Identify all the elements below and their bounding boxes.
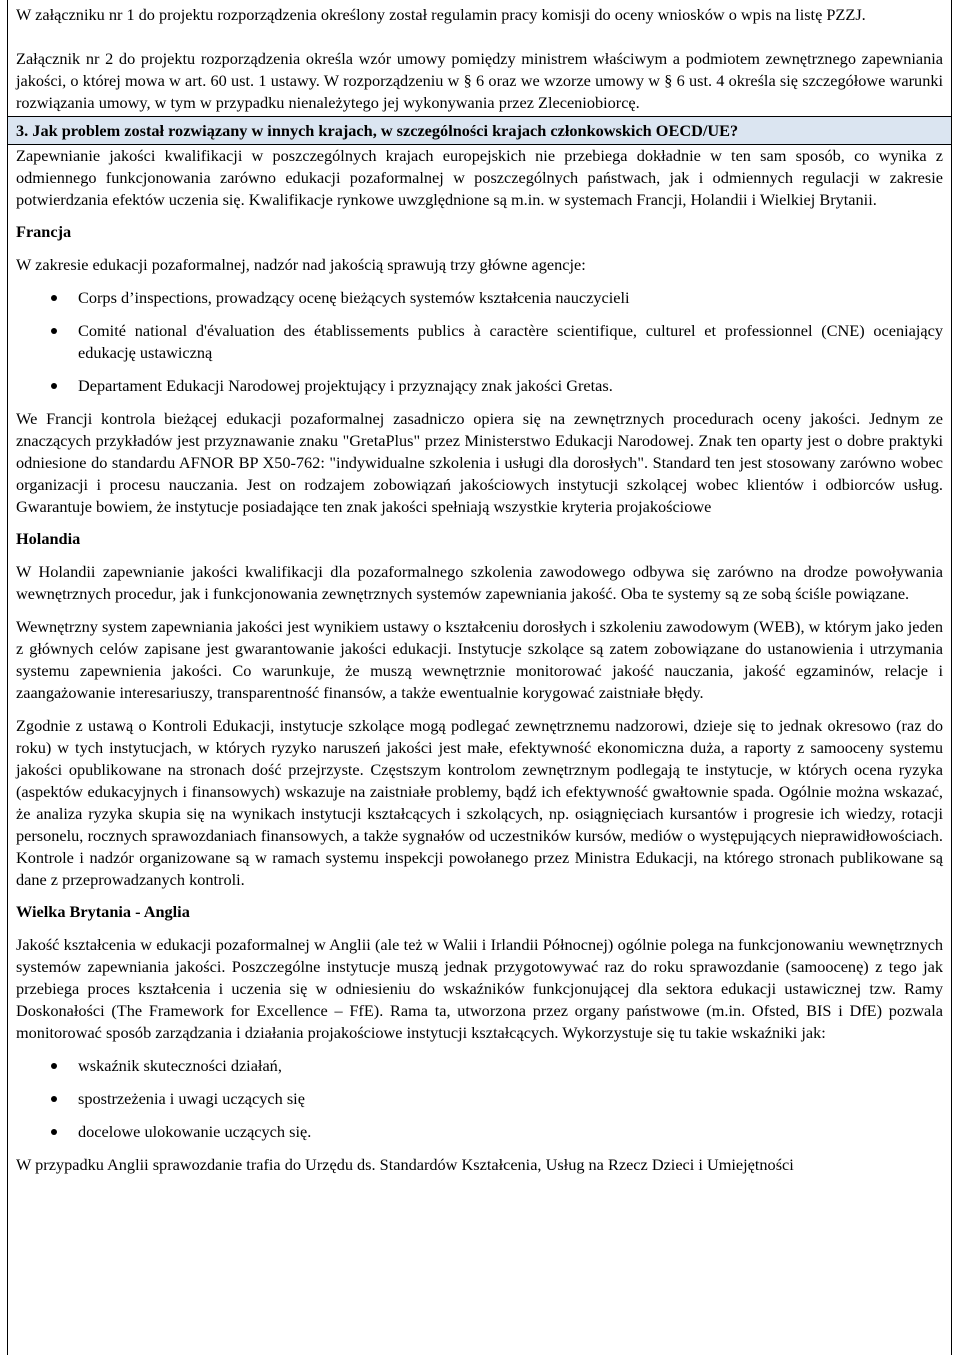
bullet-icon (51, 328, 57, 334)
france-intro: W zakresie edukacji pozaformalnej, nadzór nad jakością sprawują trzy główne agencje: (16, 255, 586, 274)
intro-paragraph-2: Załącznik nr 2 do projektu rozporządzenia określa wzór umowy pomiędzy ministrem właściwym a podmiotem zewnętrznego zapewniania jakości, o której mowa w art. 60 ust. 1 ustawy. W rozporządzeniu w § 6 oraz we wzorze umowy w § 6 ust. 4 określa się szczegółowe warunki rozwiązania umowy, w tym w przypadku nienależytego jej wykonywania przez Zleceniobiorcę. (16, 49, 943, 112)
netherlands-paragraph-2: Wewnętrzny system zapewniania jakości jest wynikiem ustawy o kształceniu dorosłych i szkoleniu zawodowym (WEB), w którym jako jeden z głównych celów zapisane jest gwarantowanie jakości edukacji. Instytucje szkolące są zatem zobowiązane do ustanowienia i utrzymania systemu zapewnienia jakości. Co warunkuje, że muszą wewnętrznie monitorować jakość nauczania, jakość egzaminów, relacje i zaangażowanie interesariuszy, transparentność finansów, a także ewentualnie korygować zaistniałe błędy. (16, 617, 943, 702)
section-heading-netherlands: Holandia (16, 529, 81, 548)
uk-paragraph-1: Jakość kształcenia w edukacji pozaformalnej w Anglii (ale też w Walii i Irlandii Północnej) ogólnie polega na funkcjonowaniu wewnętrznych systemów zapewniania jakości. Poszczególne instytucje muszą jednak przygotowywać raz do roku sprawozdanie (samoocenę) z tego jak przebiega proces kształcenia i uczenia się w odniesieniu do wskaźników funkcjonującej dla sektora edukacji ustawicznej tzw. Ramy Doskonałości (The Framework for Excellence – FfE). Rama ta, utworzona przez organy państwowe (m.in. Ofsted, BIS i DfE) pozwala monitorować sposób zarządzania i działania projakościowe instytucji kształcących. Wykorzystuje się tu takie wskaźniki jak: (16, 935, 943, 1042)
question-text: Jak problem został rozwiązany w innych krajach, w szczególności krajach członkowskich OECD/UE? (32, 121, 739, 140)
list-item: docelowe ulokowanie uczących się. (16, 1121, 943, 1143)
answer-intro: Zapewnianie jakości kwalifikacji w poszczególnych krajach europejskich nie przebiega dokładnie w ten sam sposób, co wynika z odmiennego funkcjonowania zarówno edukacji pozaformalnej w poszczególnych państwach, jak i odmiennych regulacji w zakresie potwierdzania efektów uczenia się. Kwalifikacje rynkowe uwzględnione są m.in. w systemach Francji, Holandii i Wielkiej Brytanii. (16, 146, 943, 209)
intro-paragraph-1: W załączniku nr 1 do projektu rozporządzenia określony został regulamin pracy komisji do oceny wniosków o wpis na listę PZZJ. (16, 5, 866, 24)
bullet-icon (51, 295, 57, 301)
uk-indicator-list (16, 1055, 943, 1143)
list-item: Comité national d'évaluation des établissements publics à caractère scientifique, culturel et professionnel (CNE) oceniający edukację ustawiczną (16, 320, 943, 364)
document-page (7, 0, 952, 1355)
list-item: Departament Edukacji Narodowej projektujący i przyznający znak jakości Gretas. (16, 375, 943, 397)
netherlands-paragraph-3: Zgodnie z ustawą o Kontroli Edukacji, instytucje szkolące mogą podlegać zewnętrznemu nadzorowi, dzieje się to jednak okresowo (raz do roku) w tych instytucjach, w których ryzyko naruszeń jakości jest małe, efektywność ekonomiczna duża, a raporty z samooceny systemu jakości opublikowane na stronach dość przejrzyste. Częstszym kontrolom zewnętrznym podlegają te instytucje, w których ocena ryzyka (aspektów edukacyjnych i finansowych) wskazuje na zaistniałe problemy, bądź ich efektywność gwałtownie spada. Ogólnie można wskazać, że analiza ryzyka skupia się na wynikach instytucji kształcących i szkolących, np. osiągnięciach kursantów i progresie ich wiedzy, rotacji personelu, rocznych sprawozdaniach finansowych, a także sygnałów od uczestników kursów, mediów o występujących nieprawidłowościach. Kontrole i nadzór organizowane są w ramach systemu inspekcji powołanego przez Ministra Edukacji, na którego stronach publikowane są dane z przeprowadzanych kontroli. (16, 716, 943, 889)
intro-block (8, 4, 951, 117)
france-agency-list (16, 287, 943, 397)
question-heading (8, 117, 951, 145)
bullet-icon (51, 1063, 57, 1069)
list-item: spostrzeżenia i uwagi uczących się (16, 1088, 943, 1110)
bullet-icon (51, 1129, 57, 1135)
bullet-icon (51, 1096, 57, 1102)
list-item: Corps d’inspections, prowadzący ocenę bieżących systemów kształcenia nauczycieli (16, 287, 943, 309)
list-item: wskaźnik skuteczności działań, (16, 1055, 943, 1077)
bullet-icon (51, 383, 57, 389)
question-number: 3. (16, 121, 29, 140)
section-heading-uk: Wielka Brytania - Anglia (16, 902, 190, 921)
france-body: We Francji kontrola bieżącej edukacji pozaformalnej zasadniczo opiera się na zewnętrznych procedurach oceny jakości. Jednym ze znaczących przykładów jest przyznawanie znaku "GretaPlus" przez Ministerstwo Edukacji Narodowej. Znak ten oparty jest o dobre praktyki odniesione do standardu AFNOR BP X50-762: "indywidualne szkolenia i usługi dla dorosłych". Standard ten jest stosowany zarówno wobec organizacji i procesu nauczania. Jest on rodzajem zobowiązań jakościowych instytucji szkolącej wobec klientów i odbiorców usług. Gwarantuje bowiem, że instytucje posiadające ten znak jakości spełniają wszystkie kryteria projakościowe (16, 409, 943, 516)
section-heading-france: Francja (16, 222, 72, 241)
netherlands-paragraph-1: W Holandii zapewnianie jakości kwalifikacji dla pozaformalnego szkolenia zawodowego odbywa się zarówno na drodze powoływania wewnętrznych procedur, jak i funkcjonowania zewnętrznych systemów zapewniania jakość. Oba te systemy są ze sobą ściśle powiązane. (16, 562, 943, 603)
uk-paragraph-2: W przypadku Anglii sprawozdanie trafia do Urzędu ds. Standardów Kształcenia, Usług na Rzecz Dzieci i Umiejętności (16, 1155, 794, 1174)
